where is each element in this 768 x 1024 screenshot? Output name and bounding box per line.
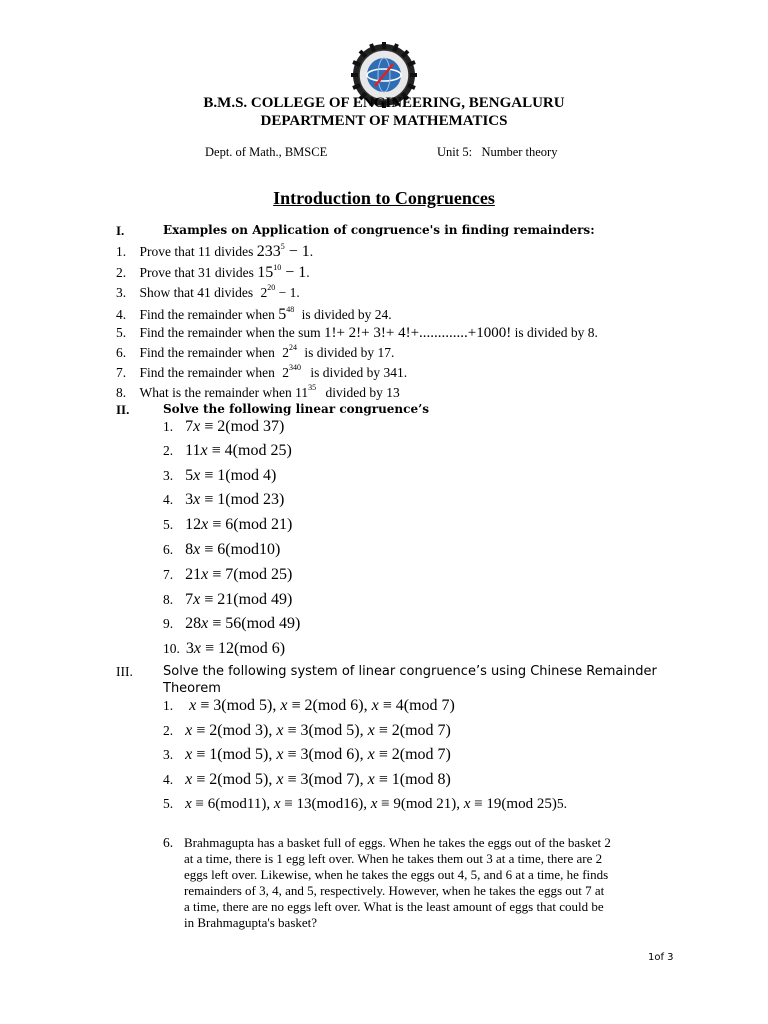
expr-tail: − 1 (285, 264, 307, 281)
paragraph-line: eggs left over. Likewise, when he takes the eggs out 4, 5, and 6 at a time, he finds (184, 867, 609, 882)
item-text: Prove that 31 divides (139, 265, 254, 280)
item-tail: . (296, 285, 300, 300)
factorial-sum: 1!+ 2!+ 3!+ 4!+.............+1000! (323, 325, 512, 341)
modulus: mod 4 (230, 467, 272, 484)
item-tail: . (306, 265, 310, 280)
list-item (116, 325, 598, 342)
modulus: mod 7 (405, 746, 446, 763)
congruence-item: 7. 21x ≡ 7(mod 25) (163, 566, 293, 583)
rhs: 6 (217, 541, 226, 558)
modulus: mod 8 (405, 771, 446, 788)
problem-6-text (184, 835, 694, 931)
item-number: 9. (163, 616, 174, 631)
item-number: 8. (116, 385, 127, 400)
section-3-numeral: III. (116, 664, 133, 679)
congruence-item: 8. 7x ≡ 21(mod 49) (163, 591, 293, 608)
item-text: Show that 41 divides (139, 285, 254, 300)
list-item (116, 264, 310, 282)
base: 233 (256, 243, 281, 260)
congruence-item: 1. 7x ≡ 2(mod 37) (163, 418, 285, 435)
coefficient: 7 (185, 418, 194, 435)
item-number: 6. (116, 345, 127, 360)
item-number: 2. (163, 443, 174, 458)
rhs: 1 (391, 771, 400, 788)
exponent: 20 (267, 283, 276, 292)
unit-label: Unit 5: Number theory (437, 145, 558, 159)
modulus: mod 5 (222, 771, 264, 788)
congruence-item: 10. 3x ≡ 12(mod 6) (163, 640, 286, 657)
section-1-numeral: I. (116, 223, 125, 238)
modulus: mod 21 (238, 516, 288, 533)
modulus: mod 5 (313, 722, 355, 739)
modulus: mod 7 (405, 722, 446, 739)
paragraph-line: in Brahmagupta's basket? (184, 915, 318, 930)
rhs: 3 (300, 722, 309, 739)
rhs: 3 (213, 697, 222, 714)
rhs: 2 (217, 418, 226, 435)
exponent: 5 (280, 242, 285, 251)
rhs: 4 (395, 697, 404, 714)
item-number: 4. (163, 772, 174, 787)
modulus: mod 49 (238, 591, 288, 608)
congruence-item: 5. 12x ≡ 6(mod 21) (163, 516, 293, 533)
rhs: 6 (225, 516, 234, 533)
page-title: Introduction to Congruences (273, 188, 495, 208)
modulus: mod 25 (238, 566, 288, 583)
modulus: mod16 (316, 796, 359, 812)
coefficient: 28 (185, 615, 202, 632)
dept-short-label: Dept. of Math., BMSCE (205, 145, 328, 159)
item-text: Find the remainder when (139, 345, 275, 360)
congruence-item: 2. 11x ≡ 4(mod 25) (163, 442, 292, 459)
rhs: 19 (486, 796, 502, 812)
coefficient: 8 (185, 541, 194, 558)
coefficient: 21 (185, 566, 202, 583)
rhs: 1 (209, 746, 218, 763)
rhs: 2 (209, 722, 218, 739)
section-3-heading: Solve the following system of linear congruence’s using Chinese Remainder (163, 664, 657, 679)
base: 15 (257, 264, 274, 281)
congruence-item: 6. 8x ≡ 6(mod10) (163, 541, 281, 558)
expr-tail: − 1 (278, 285, 297, 300)
modulus: mod10 (230, 541, 276, 558)
rhs: 9 (393, 796, 401, 812)
modulus: mod 7 (409, 697, 450, 714)
system-item: 5. x ≡ 6(mod11), x ≡ 13(mod16), x ≡ 9(mod 21), x ≡ 19(mod 25)5. (163, 796, 567, 812)
rhs: 12 (218, 640, 235, 657)
rhs: 6 (207, 796, 216, 812)
exponent: 10 (273, 263, 282, 272)
department-name: DEPARTMENT OF MATHEMATICS (260, 113, 508, 129)
section-1-heading: Examples on Application of congruence's in finding remainders: (163, 223, 595, 237)
section-2-heading: Solve the following linear congruence’s (163, 402, 430, 416)
coefficient: 5 (185, 467, 194, 484)
item-number: 3. (163, 468, 174, 483)
coefficient: 3 (185, 491, 194, 508)
item-tail: . (309, 244, 314, 259)
item-tail: divided by 13 (325, 385, 400, 400)
list-item (116, 285, 300, 301)
modulus: mod 5 (222, 746, 264, 763)
item-number: 3. (163, 747, 174, 762)
modulus: mod 37 (230, 418, 280, 435)
item-number: 4. (163, 492, 174, 507)
rhs: 21 (217, 591, 234, 608)
base: 2 (282, 345, 289, 360)
item-number: 7. (116, 365, 127, 380)
item-number: 3. (116, 285, 127, 300)
congruence-item: 4. 3x ≡ 1(mod 23) (163, 491, 285, 508)
item-text: Find the remainder when the sum (139, 325, 321, 340)
rhs: 2 (304, 697, 313, 714)
item-number: 2. (116, 265, 127, 280)
item-text: Prove that 11 divides (139, 244, 254, 259)
paragraph-line: at a time, there is 1 egg left over. When he takes them out 3 at a time, there are 2 (184, 851, 603, 866)
modulus: mod 23 (230, 491, 280, 508)
item-number: 6. (163, 542, 174, 557)
page-number: 1of 3 (648, 952, 674, 963)
coefficient: 7 (185, 591, 194, 608)
college-name: B.M.S. COLLEGE OF ENGINEERING, BENGALURU (203, 95, 565, 111)
problem-6-number: 6. (163, 835, 174, 850)
modulus: mod11 (220, 796, 262, 812)
exponent: 48 (286, 305, 295, 314)
item-tail: is divided by 24. (301, 307, 392, 322)
item-number: 1. (163, 698, 174, 713)
exponent: 340 (288, 363, 301, 372)
system-item: 4. x ≡ 2(mod 5), x ≡ 3(mod 7), x ≡ 1(mod 8) (163, 771, 451, 788)
item-text: What is the remainder when (139, 385, 292, 400)
rhs: 7 (225, 566, 234, 583)
coefficient: 3 (185, 640, 194, 657)
modulus: mod 6 (313, 746, 355, 763)
rhs: 13 (296, 796, 312, 812)
base: 2 (260, 285, 268, 300)
exponent: 24 (288, 343, 297, 352)
item-text: Find the remainder when (139, 365, 275, 380)
rhs: 2 (391, 722, 400, 739)
rhs: 2 (209, 771, 218, 788)
modulus: mod 6 (317, 697, 359, 714)
modulus: mod 21 (405, 796, 452, 812)
item-number: 5. (163, 517, 174, 532)
base: 11 (295, 385, 309, 400)
modulus: mod 49 (246, 615, 296, 632)
modulus: mod 7 (313, 771, 355, 788)
rhs: 56 (225, 615, 242, 632)
item-number: 1. (163, 419, 174, 434)
item-number: 10. (163, 641, 180, 656)
section-2-numeral: II. (116, 402, 130, 417)
item-tail: is divided by 17. (304, 345, 395, 360)
rhs: 2 (391, 746, 400, 763)
item-number: 5. (163, 796, 174, 811)
item-tail: is divided by 8. (514, 325, 598, 340)
paragraph-line: remainders of 3, 4, and 5, respectively. However, when he takes the eggs out 7 at (184, 883, 605, 898)
list-item (116, 365, 407, 381)
exponent: 35 (308, 383, 317, 392)
item-number: 2. (163, 723, 174, 738)
paragraph-line: a time, there are no eggs left over. What is the least amount of eggs that could be (184, 899, 604, 914)
rhs: 1 (217, 467, 226, 484)
item-tail: is divided by 341. (310, 365, 408, 380)
base: 5 (278, 306, 287, 323)
coefficient: 12 (185, 516, 202, 533)
expr-tail: − 1 (288, 243, 310, 260)
item-number: 4. (116, 307, 127, 322)
item-number: 1. (116, 244, 127, 259)
system-item: 3. x ≡ 1(mod 5), x ≡ 3(mod 6), x ≡ 2(mod 7) (163, 746, 451, 763)
coefficient: 11 (185, 442, 201, 459)
item-text: Find the remainder when (139, 307, 275, 322)
section-3-heading-cont: Theorem (163, 681, 221, 696)
rhs: 3 (300, 771, 309, 788)
list-item (116, 243, 313, 261)
item-number: 7. (163, 567, 174, 582)
list-item (116, 306, 392, 324)
modulus: mod 5 (226, 697, 268, 714)
paragraph-line: Brahmagupta has a basket full of eggs. When he takes the eggs out of the basket 2 (184, 835, 611, 850)
modulus: mod 6 (239, 640, 280, 657)
system-item: 1. x ≡ 3(mod 5), x ≡ 2(mod 6), x ≡ 4(mod 7) (163, 697, 455, 714)
rhs: 1 (217, 491, 226, 508)
base: 2 (282, 365, 289, 380)
system-item: 2. x ≡ 2(mod 3), x ≡ 3(mod 5), x ≡ 2(mod 7) (163, 722, 451, 739)
item-tail: 5. (556, 796, 567, 811)
modulus: mod 25 (506, 796, 552, 812)
rhs: 3 (300, 746, 309, 763)
modulus: mod 3 (222, 722, 264, 739)
list-item (116, 385, 400, 401)
modulus: mod 25 (238, 442, 287, 459)
item-number: 5. (116, 325, 127, 340)
rhs: 4 (224, 442, 233, 459)
congruence-item: 3. 5x ≡ 1(mod 4) (163, 467, 277, 484)
list-item (116, 345, 394, 361)
congruence-item: 9. 28x ≡ 56(mod 49) (163, 615, 301, 632)
item-number: 8. (163, 592, 174, 607)
